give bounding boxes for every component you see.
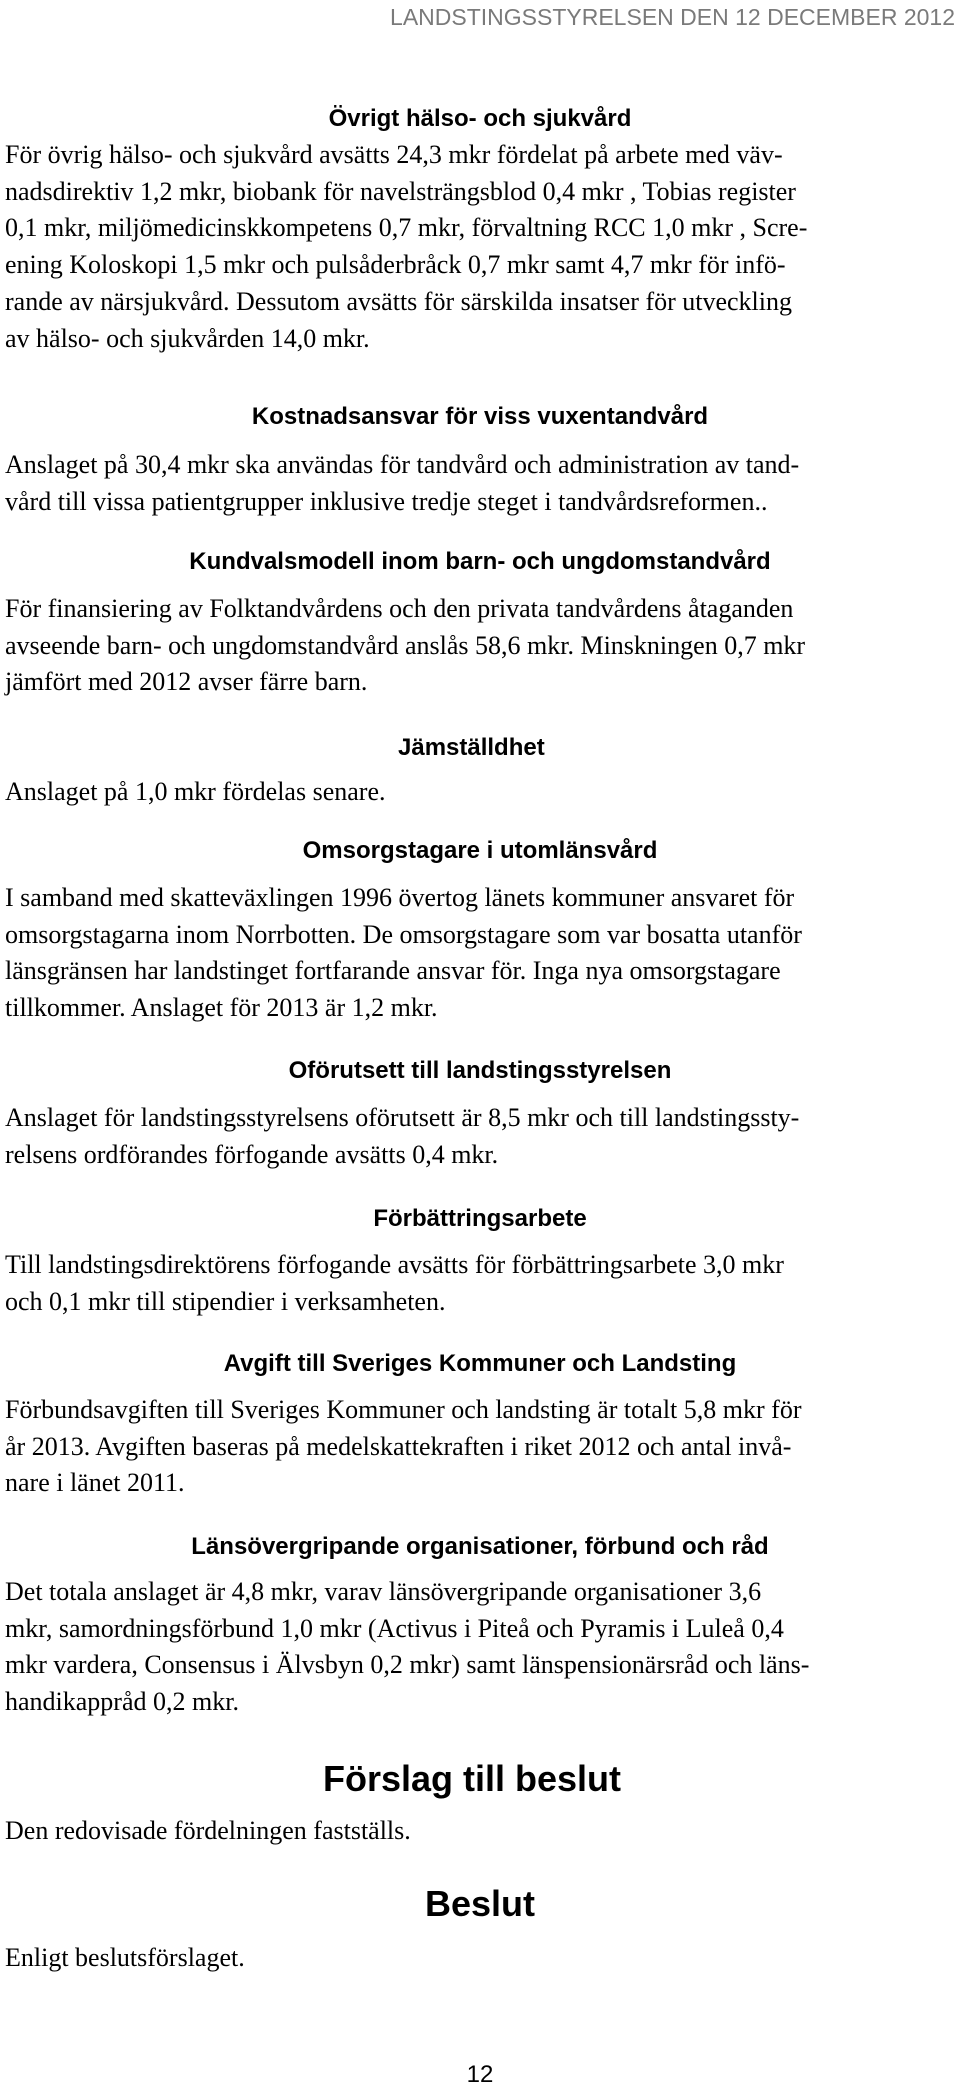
text-line: Förbundsavgiften till Sveriges Kommuner och landsting är totalt 5,8 mkr för — [5, 1395, 802, 1424]
section-body-kundvalsmodell — [5, 591, 950, 701]
text-line: Till landstingsdirektörens förfogande avsätts för förbättringsarbete 3,0 mkr — [5, 1250, 784, 1279]
text-line: Anslaget på 1,0 mkr fördelas senare. — [5, 777, 386, 806]
text-line: 0,1 mkr, miljömedicinskkompetens 0,7 mkr, förvaltning RCC 1,0 mkr , Scre- — [5, 213, 808, 243]
text-line: länsgränsen har landstinget fortfarande ansvar för. Inga nya omsorgstagare — [5, 956, 781, 986]
text-line: rande av närsjukvård. Dessutom avsätts för särskilda insatser för utveckling — [5, 286, 793, 316]
section-heading-avgift: Avgift till Sveriges Kommuner och Landsting — [223, 1350, 737, 1377]
page-number: 12 — [466, 2061, 494, 2088]
text-line: avseende barn- och ungdomstandvård anslås 58,6 mkr. Minskningen 0,7 mkr — [5, 630, 806, 660]
text-line: Anslaget för landstingsstyrelsens oförutsett är 8,5 mkr och till landstingssty- — [5, 1103, 800, 1132]
text-line: För finansiering av Folktandvårdens och den privata tandvårdens åtaganden — [5, 594, 794, 623]
text-line: nadsdirektiv 1,2 mkr, biobank för navelsträngsblod 0,4 mkr , Tobias register — [5, 176, 796, 206]
page-header — [0, 0, 960, 40]
section-body-forbattringsarbete — [5, 1247, 950, 1320]
header-text: LANDSTINGSSTYRELSEN DEN 12 DECEMBER 2012 — [390, 4, 955, 30]
text-line: mkr, samordningsförbund 1,0 mkr (Activus i Piteå och Pyramis i Luleå 0,4 — [5, 1613, 784, 1643]
text-line: år 2013. Avgiften baseras på medelskattekraften i riket 2012 och antal invå- — [5, 1431, 792, 1461]
section-body-avgift — [5, 1392, 950, 1502]
section-body-kostnadsansvar — [5, 447, 950, 520]
proposal-heading: Förslag till beslut — [323, 1758, 622, 1799]
text-line: handikappråd 0,2 mkr. — [5, 1687, 239, 1717]
section-body-oforutsett — [5, 1100, 950, 1173]
section-heading-oforutsett: Oförutsett till landstingsstyrelsen — [288, 1057, 672, 1084]
text-line: För övrig hälso- och sjukvård avsätts 24,3 mkr fördelat på arbete med väv- — [5, 140, 783, 169]
text-line: ening Koloskopi 1,5 mkr och pulsåderbråck 0,7 mkr samt 4,7 mkr för infö- — [5, 250, 786, 280]
text-line: och 0,1 mkr till stipendier i verksamheten. — [5, 1286, 446, 1316]
text-line: tillkommer. Anslaget för 2013 är 1,2 mkr. — [5, 993, 438, 1023]
text-line: Det totala anslaget är 4,8 mkr, varav länsövergripande organisationer 3,6 — [5, 1577, 762, 1606]
section-heading-jamstalldhet: Jämställdhet — [398, 734, 545, 761]
text-line: relsens ordförandes förfogande avsätts 0,4 mkr. — [5, 1139, 499, 1169]
text-line: jämfört med 2012 avser färre barn. — [5, 667, 368, 697]
section-heading-kundvalsmodell: Kundvalsmodell inom barn- och ungdomstandvård — [189, 548, 771, 575]
section-body-ovrigt-halso — [5, 137, 950, 357]
text-line: I samband med skatteväxlingen 1996 övertog länets kommuner ansvaret för — [5, 883, 795, 912]
text-line: nare i länet 2011. — [5, 1468, 185, 1498]
decision-text: Enligt beslutsförslaget. — [5, 1943, 245, 1972]
text-line: av hälso- och sjukvården 14,0 mkr. — [5, 323, 370, 353]
text-line: mkr vardera, Consensus i Älvsbyn 0,2 mkr) samt länspensionärsråd och läns- — [5, 1650, 810, 1680]
section-body-omsorgstagare — [5, 880, 950, 1027]
section-heading-forbattringsarbete: Förbättringsarbete — [373, 1205, 587, 1232]
text-line: omsorgstagarna inom Norrbotten. De omsorgstagare som var bosatta utanför — [5, 919, 802, 949]
section-heading-ovrigt-halso: Övrigt hälso- och sjukvård — [328, 105, 632, 132]
text-line: vård till vissa patientgrupper inklusive tredje steget i tandvårdsreformen.. — [5, 486, 768, 516]
proposal-text: Den redovisade fördelningen fastställs. — [5, 1816, 411, 1845]
text-line: Anslaget på 30,4 mkr ska användas för tandvård och administration av tand- — [5, 450, 800, 479]
section-heading-kostnadsansvar: Kostnadsansvar för viss vuxentandvård — [251, 403, 709, 430]
decision-heading: Beslut — [425, 1883, 536, 1924]
section-body-lansovergripande — [5, 1574, 950, 1721]
section-body-jamstalldhet — [5, 774, 950, 811]
section-heading-omsorgstagare: Omsorgstagare i utomlänsvård — [302, 837, 658, 864]
section-heading-lansovergripande: Länsövergripande organisationer, förbund och råd — [191, 1533, 769, 1560]
